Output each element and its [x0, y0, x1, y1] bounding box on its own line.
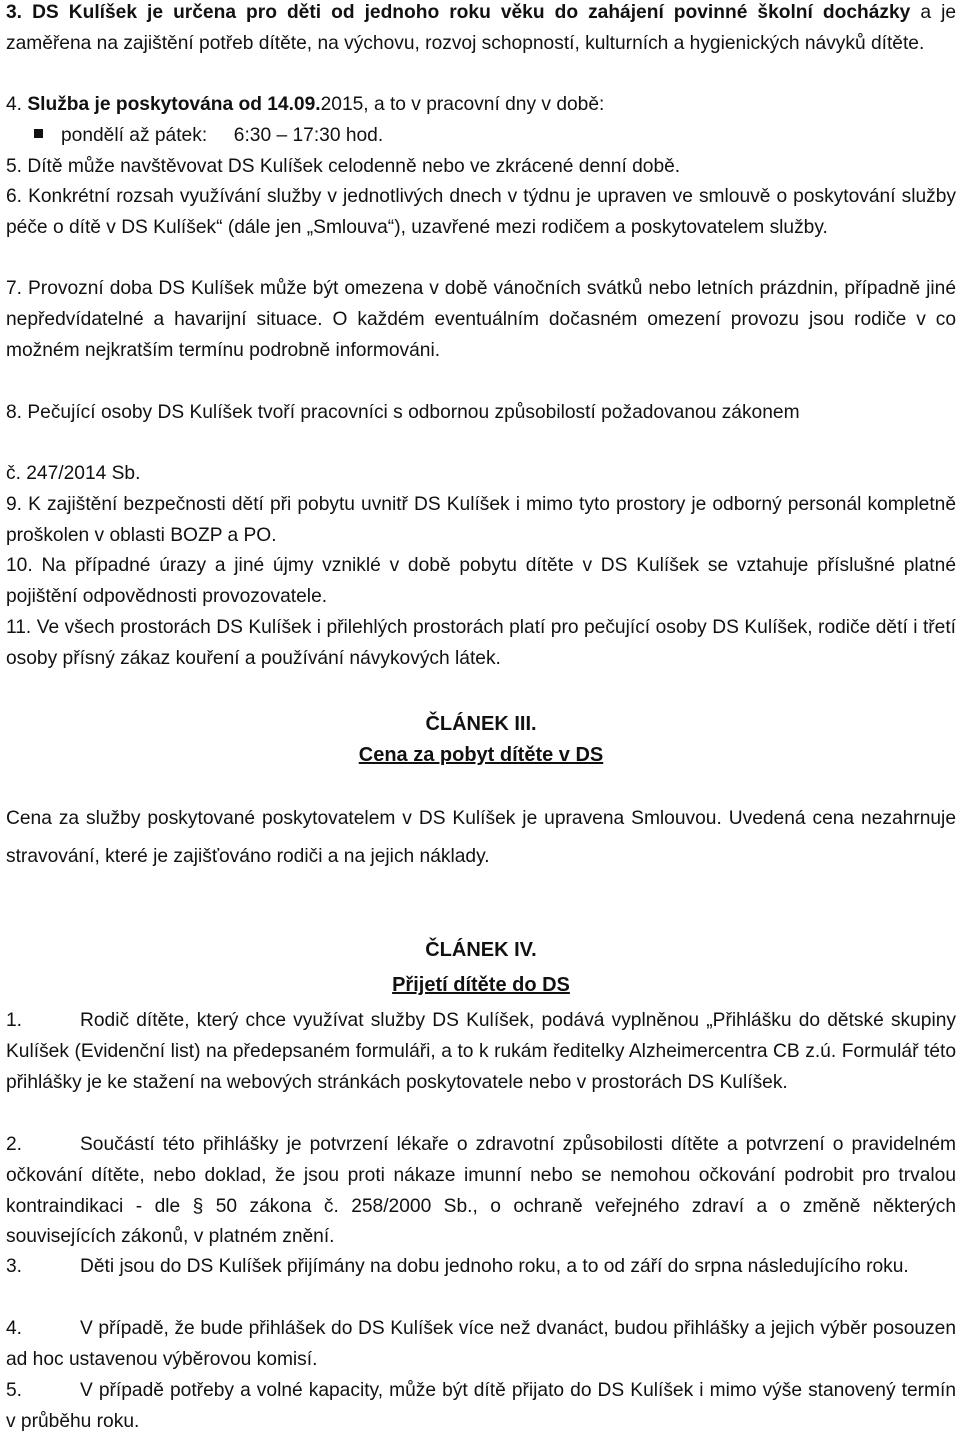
item-number: 10. — [6, 555, 33, 576]
article-4-item-3 — [6, 1252, 956, 1283]
item-number: 5. — [6, 1380, 23, 1401]
item-number: 6. — [6, 186, 23, 207]
item-number: 5. — [6, 156, 23, 177]
article-4-item-2 — [6, 1130, 956, 1253]
list-item-8-line2 — [6, 459, 956, 490]
schedule-text: pondělí až pátek: 6:30 – 17:30 hod. — [61, 125, 384, 146]
article-3-paragraph: Cena za služby poskytované poskytovatelem v DS Kulíšek je upravena Smlouvou. Uvedená cena nezahrnuje stravování, které je zajišťováno rodiči a na jejich náklady. — [6, 808, 956, 867]
item-text: Pečující osoby DS Kulíšek tvoří pracovníci s odbornou způsobilostí požadovanou zákonem — [27, 402, 800, 423]
item-number: 7. — [6, 278, 23, 299]
item-text: Ve všech prostorách DS Kulíšek i přilehlých prostorách platí pro pečující osoby DS Kulíšek, rodiče dětí i třetí osoby přísný zákaz kouření a používání návykových látek. — [6, 617, 956, 669]
item-text: V případě potřeby a volné kapacity, může být dítě přijato do DS Kulíšek i mimo výše stanovený termín v průběhu roku. — [6, 1380, 956, 1432]
square-bullet-icon — [34, 129, 43, 138]
list-item-5 — [6, 152, 956, 183]
article-4-title: Přijetí dítěte do DS — [392, 974, 570, 996]
list-item-9 — [6, 490, 956, 552]
item-text: Konkrétní rozsah využívání služby v jednotlivých dnech v týdnu je upraven ve smlouvě o poskytování služby péče o dítě v DS Kulíšek“ (dále jen „Smlouva“), uzavřené mezi rodičem a poskytovatelem služby. — [6, 186, 956, 238]
list-item-3 — [6, 0, 956, 60]
article-4-item-4 — [6, 1314, 956, 1376]
item-bold-text: Služba je poskytována od 14.09. — [27, 94, 321, 115]
list-item-6 — [6, 182, 956, 244]
item-text: Provozní doba DS Kulíšek může být omezena v době vánočních svátků nebo letních prázdnin, případně jiné nepředvídatelné a havarijní situace. O každém eventuálním dočasném omezení provozu jsou rodiče v co možném nejkratším termínu podrobně informováni. — [6, 278, 956, 361]
item-number: 9. — [6, 494, 23, 515]
article-4-item-5 — [6, 1376, 956, 1438]
item-number: 4. — [6, 94, 23, 115]
article-3-heading: ČLÁNEK III. — [425, 713, 537, 735]
item-text: Součástí této přihlášky je potvrzení lékaře o zdravotní způsobilosti dítěte a potvrzení o pravidelném očkování dítěte, nebo doklad, že jsou proti nákaze imunní nebo se nemohou očkování podrobit pro trvalou kontraindikaci - dle § 50 zákona č. 258/2000 Sb., o ochraně veřejného zdraví a o změně některých souvisejících zákonů, v platném znění. — [6, 1134, 956, 1248]
item-text: Dítě může navštěvovat DS Kulíšek celodenně nebo ve zkrácené denní době. — [27, 156, 681, 177]
item-number: 3. — [6, 1256, 23, 1277]
item-bold-text: DS Kulíšek je určena pro děti od jednoho roku věku do zahájení povinné školní docházky — [32, 2, 911, 23]
list-item-11 — [6, 613, 956, 675]
item-text: 2015, a to v pracovní dny v době: — [320, 94, 605, 115]
schedule-bullet — [6, 121, 960, 152]
list-item-10 — [6, 551, 956, 613]
item-text: V případě, že bude přihlášek do DS Kulíšek více než dvanáct, budou přihlášky a jejich výběr posouzen ad hoc ustavenou výběrovou komisí. — [6, 1318, 956, 1370]
article-4-item-1 — [6, 1006, 956, 1098]
article-4-heading: ČLÁNEK IV. — [425, 939, 537, 961]
article-3-title: Cena za pobyt dítěte v DS — [358, 744, 604, 766]
item-number: 1. — [6, 1010, 23, 1031]
item-text: Na případné úrazy a jiné újmy vzniklé v době pobytu dítěte v DS Kulíšek se vztahuje příslušné platné pojištění odpovědnosti provozovatele. — [6, 555, 956, 607]
item-text: č. 247/2014 Sb. — [6, 463, 141, 484]
item-number: 8. — [6, 402, 23, 423]
item-number: 2. — [6, 1134, 23, 1155]
item-text: Rodič dítěte, který chce využívat služby DS Kulíšek, podává vyplněnou „Přihlášku do dětské skupiny Kulíšek (Evidenční list) na předepsaném formuláři, a to k rukám ředitelky Alzheimercentra CB z.ú. Formulář této přihlášky je ke stažení na webových stránkách poskytovatele nebo v prostorách DS Kulíšek. — [6, 1010, 956, 1093]
list-item-7 — [6, 274, 956, 366]
list-item-4 — [6, 90, 956, 121]
item-number: 4. — [6, 1318, 23, 1339]
item-text: Děti jsou do DS Kulíšek přijímány na dobu jednoho roku, a to od září do srpna následujícího roku. — [80, 1256, 909, 1277]
item-number: 11. — [6, 617, 32, 638]
list-item-8 — [6, 398, 956, 429]
item-text: a je zaměřena na zajištění potřeb dítěte, na výchovu, rozvoj schopností, kulturních a hygienických návyků dítěte. — [6, 2, 956, 54]
item-number: 3. — [6, 2, 23, 23]
item-text: K zajištění bezpečnosti dětí při pobytu uvnitř DS Kulíšek i mimo tyto prostory je odborný personál kompletně proškolen v oblasti BOZP a PO. — [6, 494, 956, 546]
